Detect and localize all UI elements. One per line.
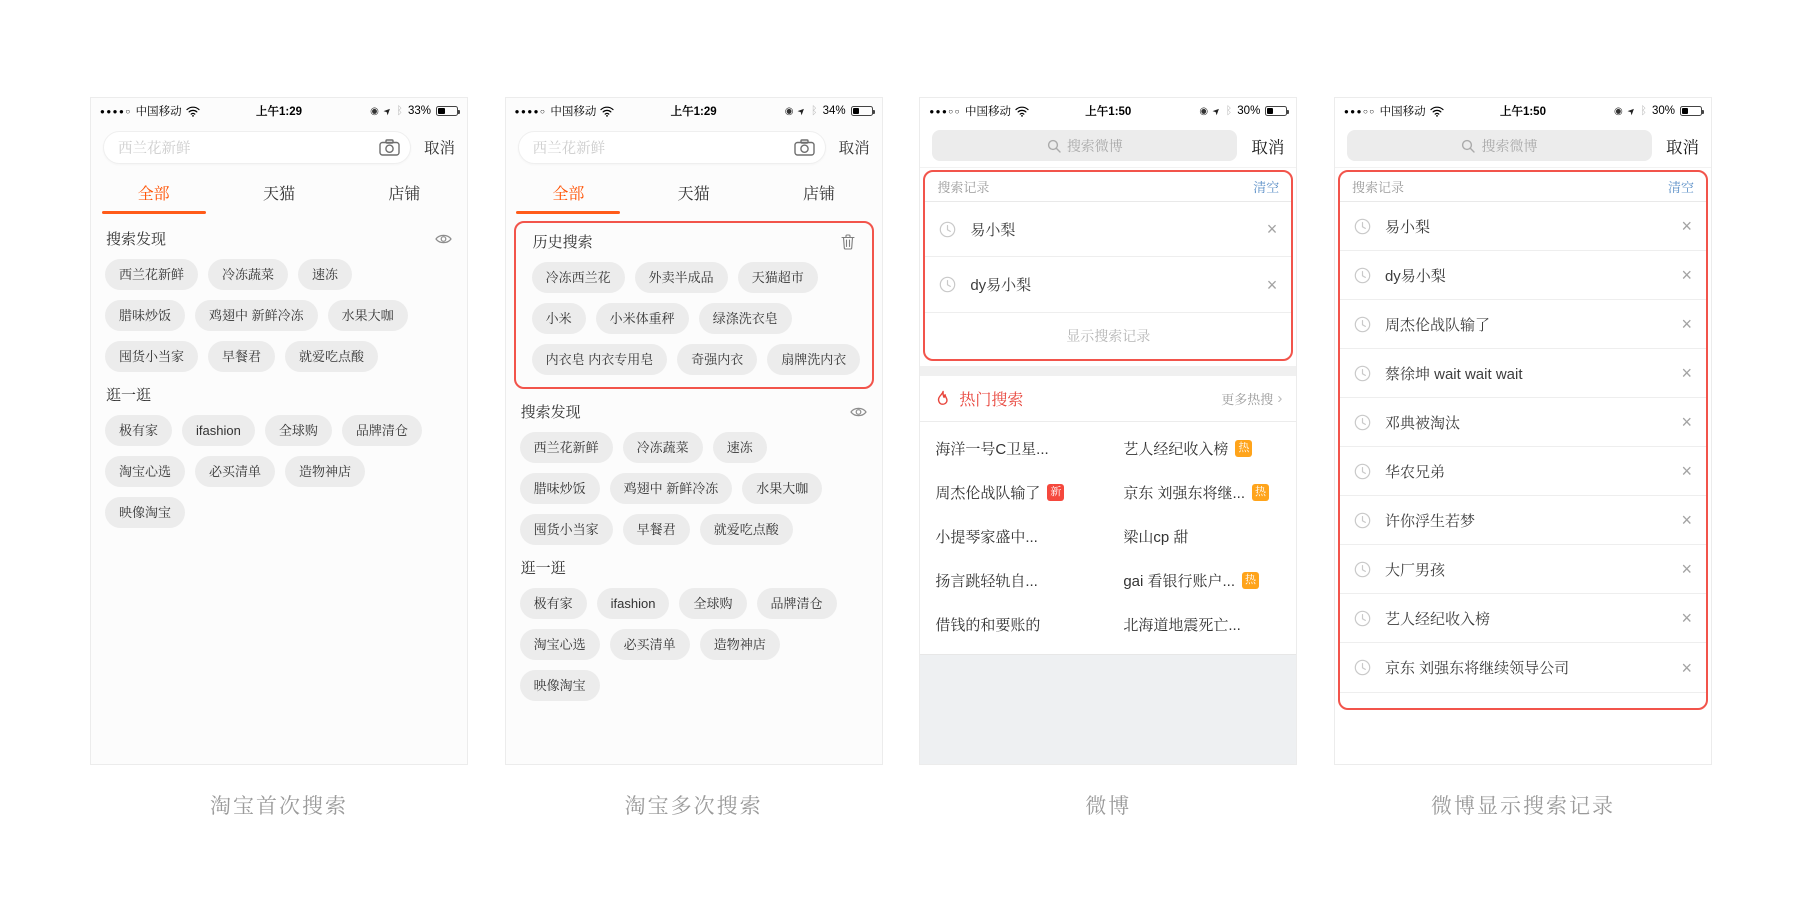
hot-search-item[interactable] — [920, 426, 1108, 470]
wifi-icon — [186, 106, 200, 117]
record-row[interactable] — [1340, 398, 1706, 447]
category-chip[interactable]: 极有家 — [520, 588, 587, 619]
annotation-box-history — [514, 221, 874, 389]
search-chip[interactable]: 囤货小当家 — [105, 341, 198, 372]
category-chip[interactable]: 全球购 — [679, 588, 746, 619]
battery-percent: 30% — [1651, 105, 1675, 117]
wifi-icon — [1430, 106, 1444, 117]
signal-dots: ●●●●○ — [100, 106, 132, 116]
discover-section-title: 搜索发现 — [106, 228, 452, 249]
tab-item[interactable] — [506, 170, 631, 214]
status-bar — [506, 98, 882, 124]
status-time: 上午1:50 — [1085, 106, 1132, 118]
clock-icon — [1354, 267, 1371, 284]
search-chip[interactable]: 早餐君 — [208, 341, 275, 372]
tab-label: 店铺 — [388, 185, 421, 203]
chevron-right-icon: › — [1277, 390, 1283, 407]
history-chip[interactable]: 冷冻西兰花 — [532, 262, 625, 293]
bluetooth-icon: ᛒ — [1640, 105, 1647, 117]
carrier-label: 中国移动 — [550, 106, 597, 118]
battery-percent: 30% — [1237, 105, 1261, 117]
hot-search-item[interactable] — [920, 558, 1108, 602]
annotation-box-records — [1338, 170, 1708, 710]
tab-bar — [506, 170, 882, 214]
tab-label: 天猫 — [677, 185, 710, 203]
history-chips — [532, 262, 856, 375]
search-input[interactable] — [518, 131, 826, 164]
history-chip[interactable]: 奇强内衣 — [677, 344, 757, 375]
bluetooth-icon: ᛒ — [396, 105, 403, 117]
panel-taobao-repeat — [505, 97, 883, 900]
search-chip[interactable]: 腊味炒饭 — [105, 300, 185, 331]
clock-icon — [1354, 610, 1371, 627]
search-chip[interactable]: 腊味炒饭 — [520, 473, 600, 504]
tab-label: 天猫 — [262, 185, 295, 203]
record-row[interactable] — [1340, 594, 1706, 643]
hot-item-text: 京东 刘强东将继... — [1123, 484, 1245, 502]
hot-badge: 热 — [1242, 572, 1259, 589]
hot-flame-icon — [934, 390, 951, 407]
tab-label: 全部 — [552, 185, 585, 203]
hot-item-text: 海洋一号C卫星... — [935, 440, 1049, 458]
record-text: 易小梨 — [1384, 218, 1430, 236]
stroll-chips — [105, 415, 453, 528]
battery-percent: 34% — [822, 105, 846, 117]
history-chip[interactable]: 绿涤洗衣皂 — [699, 303, 792, 334]
phone-taobao-repeat — [505, 97, 883, 765]
close-icon[interactable]: × — [1681, 461, 1692, 481]
search-input[interactable] — [932, 130, 1237, 161]
records-list — [1340, 202, 1706, 692]
panel-weibo — [919, 97, 1297, 900]
signal-dots: ●●●●○ — [514, 106, 547, 116]
clock-icon — [939, 221, 956, 238]
record-row[interactable] — [925, 257, 1291, 312]
record-row[interactable] — [1340, 643, 1706, 692]
camera-icon[interactable] — [379, 139, 400, 156]
carrier-label: 中国移动 — [964, 106, 1011, 118]
hot-search-item[interactable] — [1108, 558, 1296, 602]
hot-item-text: 扬言跳轻轨自... — [935, 572, 1038, 590]
cancel-button[interactable]: 取消 — [1251, 138, 1285, 157]
hot-search-header — [920, 376, 1296, 422]
search-chip[interactable]: 速冻 — [298, 259, 352, 290]
category-chip[interactable]: 必买清单 — [610, 629, 690, 660]
orientation-lock-icon: ◉ — [1614, 105, 1623, 117]
history-chip[interactable]: 小米 — [532, 303, 586, 334]
clock-icon — [1354, 561, 1371, 578]
hot-search-item[interactable] — [920, 514, 1108, 558]
search-chip[interactable]: 冷冻蔬菜 — [623, 432, 703, 463]
cancel-button[interactable]: 取消 — [838, 140, 870, 157]
caption-weibo-records: 微博显示搜索记录 — [1430, 795, 1615, 818]
records-title: 搜索记录 — [937, 180, 990, 195]
search-input[interactable] — [103, 131, 411, 164]
bluetooth-icon: ᛒ — [811, 105, 818, 117]
panel-weibo-records — [1334, 97, 1712, 900]
search-chip[interactable]: 就爱吃点酸 — [285, 341, 378, 372]
tab-label: 店铺 — [802, 185, 835, 203]
hot-search-item[interactable] — [1108, 470, 1296, 514]
search-chip[interactable]: 速冻 — [713, 432, 767, 463]
record-row[interactable] — [925, 202, 1291, 257]
hot-item-text: 北海道地震死亡... — [1123, 616, 1241, 634]
record-row[interactable] — [1340, 447, 1706, 496]
history-chip[interactable]: 内衣皂 内衣专用皂 — [532, 344, 668, 375]
record-row[interactable] — [1340, 349, 1706, 398]
history-section-title: 历史搜索 — [533, 231, 855, 252]
battery-icon — [436, 106, 458, 116]
search-chip[interactable]: 鸡翅中 新鲜冷冻 — [195, 300, 318, 331]
close-icon[interactable]: × — [1681, 216, 1692, 236]
clock-icon — [1354, 316, 1371, 333]
battery-percent: 33% — [407, 105, 431, 117]
status-bar — [920, 98, 1296, 124]
category-chip[interactable]: 映像淘宝 — [520, 670, 600, 701]
record-row[interactable] — [1340, 202, 1706, 251]
records-title: 搜索记录 — [1351, 180, 1404, 195]
search-icon — [1047, 139, 1061, 153]
annotation-box-records — [923, 170, 1293, 361]
category-chip[interactable]: 造物神店 — [285, 456, 365, 487]
clock-icon — [1354, 218, 1371, 235]
stroll-section-title: 逛一逛 — [520, 560, 566, 577]
location-icon: ➤ — [795, 104, 809, 117]
cancel-button[interactable]: 取消 — [423, 140, 455, 157]
tab-bar — [91, 170, 467, 214]
empty-area — [920, 654, 1296, 764]
hot-search-item[interactable] — [1108, 426, 1296, 470]
close-icon[interactable]: × — [1266, 219, 1278, 239]
search-placeholder: 搜索微博 — [1066, 137, 1123, 154]
tab-item[interactable] — [342, 170, 467, 214]
clock-icon — [1354, 365, 1371, 382]
tab-item[interactable] — [631, 170, 756, 214]
record-row[interactable] — [1340, 496, 1706, 545]
record-row[interactable] — [1340, 545, 1706, 594]
search-row — [91, 124, 467, 170]
close-icon[interactable]: × — [1681, 265, 1692, 285]
search-placeholder: 西兰花新鲜 — [532, 140, 606, 157]
record-text: 周杰伦战队输了 — [1384, 316, 1490, 334]
hot-search-item[interactable] — [920, 602, 1108, 646]
signal-dots: ●●●○○ — [929, 106, 961, 116]
close-icon[interactable]: × — [1681, 314, 1692, 334]
hot-search-item[interactable] — [920, 470, 1108, 514]
category-chip[interactable]: 造物神店 — [700, 629, 780, 660]
record-text: 京东 刘强东将继续领导公司 — [1384, 660, 1570, 677]
battery-icon — [1680, 106, 1702, 116]
eye-icon[interactable] — [435, 233, 452, 245]
panel-taobao-first — [90, 97, 468, 900]
orientation-lock-icon: ◉ — [1199, 105, 1209, 117]
hot-item-text: 小提琴家盛中... — [935, 528, 1038, 546]
record-text: 艺人经纪收入榜 — [1384, 610, 1490, 628]
clock-icon — [1354, 414, 1371, 431]
record-text: 邓典被淘汰 — [1384, 414, 1460, 432]
caption-weibo: 微博 — [1085, 795, 1132, 818]
search-row — [1335, 124, 1711, 168]
phone-weibo — [919, 97, 1297, 765]
records-header — [1340, 172, 1706, 202]
status-time: 上午1:29 — [670, 106, 717, 118]
close-icon[interactable]: × — [1266, 274, 1278, 295]
hot-item-text: 艺人经纪收入榜 — [1123, 440, 1229, 458]
search-icon — [1461, 139, 1475, 153]
close-icon[interactable]: × — [1681, 510, 1692, 530]
record-text: 许你浮生若梦 — [1384, 512, 1475, 530]
trash-icon[interactable] — [841, 234, 855, 250]
category-chip[interactable]: 必买清单 — [195, 456, 275, 487]
location-icon: ➤ — [1210, 104, 1223, 117]
carrier-label: 中国移动 — [135, 106, 182, 118]
hot-search-section — [920, 376, 1296, 654]
orientation-lock-icon: ◉ — [784, 105, 794, 117]
discover-chips — [520, 432, 868, 545]
search-chip[interactable]: 水果大咖 — [742, 473, 822, 504]
camera-icon[interactable] — [794, 139, 815, 156]
record-text: dy易小梨 — [1384, 267, 1446, 285]
close-icon[interactable]: × — [1681, 412, 1692, 432]
search-chip[interactable]: 冷冻蔬菜 — [208, 259, 288, 290]
record-text: dy易小梨 — [970, 277, 1032, 294]
search-placeholder: 西兰花新鲜 — [118, 140, 191, 157]
category-chip[interactable]: ifashion — [182, 415, 255, 446]
phone-taobao-first — [90, 97, 468, 765]
hot-search-item[interactable] — [1108, 514, 1296, 558]
clock-icon — [939, 276, 956, 293]
wifi-icon — [600, 106, 614, 117]
close-icon[interactable]: × — [1681, 608, 1692, 628]
search-row — [506, 124, 882, 170]
hot-badge: 热 — [1235, 440, 1252, 457]
record-text: 大厂男孩 — [1384, 561, 1445, 579]
search-chip[interactable]: 囤货小当家 — [520, 514, 613, 545]
battery-icon — [851, 106, 873, 116]
location-icon: ➤ — [1624, 104, 1638, 117]
close-icon[interactable]: × — [1681, 657, 1692, 678]
search-chip[interactable]: 西兰花新鲜 — [105, 259, 198, 290]
eye-icon[interactable] — [850, 406, 867, 418]
tab-item[interactable] — [756, 170, 881, 214]
status-bar — [1335, 98, 1711, 124]
hot-item-text: gai 看银行账户... — [1123, 572, 1236, 590]
search-row — [920, 124, 1296, 168]
orientation-lock-icon: ◉ — [370, 105, 379, 117]
category-chip[interactable]: 映像淘宝 — [105, 497, 185, 528]
search-input[interactable] — [1347, 130, 1652, 161]
search-chip[interactable]: 水果大咖 — [328, 300, 408, 331]
phone-weibo-records — [1334, 97, 1712, 765]
record-text: 华农兄弟 — [1384, 463, 1445, 481]
status-time: 上午1:50 — [1499, 106, 1546, 118]
records-list — [925, 202, 1291, 312]
stroll-section-title: 逛一逛 — [106, 387, 152, 404]
more-hot-link[interactable]: 更多热搜 — [1221, 392, 1274, 407]
battery-icon — [1265, 106, 1287, 116]
clock-icon — [1354, 512, 1371, 529]
search-chip[interactable]: 早餐君 — [623, 514, 690, 545]
tab-label: 全部 — [137, 185, 170, 203]
bluetooth-icon: ᛒ — [1225, 105, 1233, 117]
close-icon[interactable]: × — [1681, 559, 1692, 579]
category-chip[interactable]: 全球购 — [265, 415, 332, 446]
carrier-label: 中国移动 — [1379, 106, 1426, 118]
category-chip[interactable]: 淘宝心选 — [105, 456, 185, 487]
category-chip[interactable]: ifashion — [597, 588, 670, 619]
history-chip[interactable]: 扇牌洗内衣 — [767, 344, 860, 375]
caption-taobao-first: 淘宝首次搜索 — [210, 795, 348, 818]
search-placeholder: 搜索微博 — [1481, 137, 1538, 154]
hot-column-right — [1108, 426, 1296, 646]
location-icon: ➤ — [381, 104, 394, 117]
category-chip[interactable]: 品牌清仓 — [757, 588, 837, 619]
show-records-button[interactable]: 显示搜索记录 — [925, 312, 1291, 359]
record-text: 蔡徐坤 wait wait wait — [1384, 365, 1523, 383]
hot-column-left — [920, 426, 1108, 646]
discover-section-title: 搜索发现 — [521, 401, 867, 422]
hot-item-text: 梁山cp 甜 — [1123, 528, 1189, 546]
clock-icon — [1354, 463, 1371, 480]
hot-badge: 热 — [1252, 484, 1269, 501]
search-chip[interactable]: 就爱吃点酸 — [700, 514, 793, 545]
search-chip[interactable]: 鸡翅中 新鲜冷冻 — [610, 473, 733, 504]
hot-item-text: 借钱的和要账的 — [935, 616, 1041, 634]
caption-taobao-repeat: 淘宝多次搜索 — [624, 795, 763, 818]
hot-item-text: 周杰伦战队输了 — [935, 484, 1041, 502]
discover-chips — [105, 259, 453, 372]
record-row[interactable] — [1340, 251, 1706, 300]
clear-button[interactable]: 清空 — [1253, 180, 1280, 195]
record-row[interactable] — [1340, 300, 1706, 349]
hot-badge: 新 — [1047, 484, 1064, 501]
category-chip[interactable]: 淘宝心选 — [520, 629, 600, 660]
records-header — [925, 172, 1291, 202]
signal-dots: ●●●○○ — [1343, 106, 1376, 116]
category-chip[interactable]: 极有家 — [105, 415, 172, 446]
clock-icon — [1354, 659, 1371, 676]
hot-search-item[interactable] — [1108, 602, 1296, 646]
wifi-icon — [1015, 106, 1029, 117]
search-chip[interactable]: 西兰花新鲜 — [520, 432, 613, 463]
record-text: 易小梨 — [970, 221, 1016, 239]
tab-item[interactable] — [216, 170, 341, 214]
clear-button[interactable]: 清空 — [1667, 180, 1694, 195]
history-chip[interactable]: 天猫超市 — [738, 262, 818, 293]
stroll-chips — [520, 588, 868, 701]
history-chip[interactable]: 小米体重秤 — [596, 303, 689, 334]
status-time: 上午1:29 — [255, 106, 303, 118]
cancel-button[interactable]: 取消 — [1665, 138, 1699, 157]
section-divider — [920, 366, 1296, 376]
hot-search-title: 热门搜索 — [959, 392, 1024, 409]
tab-item[interactable] — [91, 170, 216, 214]
close-icon[interactable]: × — [1681, 363, 1692, 383]
status-bar — [91, 98, 467, 124]
history-chip[interactable]: 外卖半成品 — [635, 262, 728, 293]
category-chip[interactable]: 品牌清仓 — [342, 415, 422, 446]
